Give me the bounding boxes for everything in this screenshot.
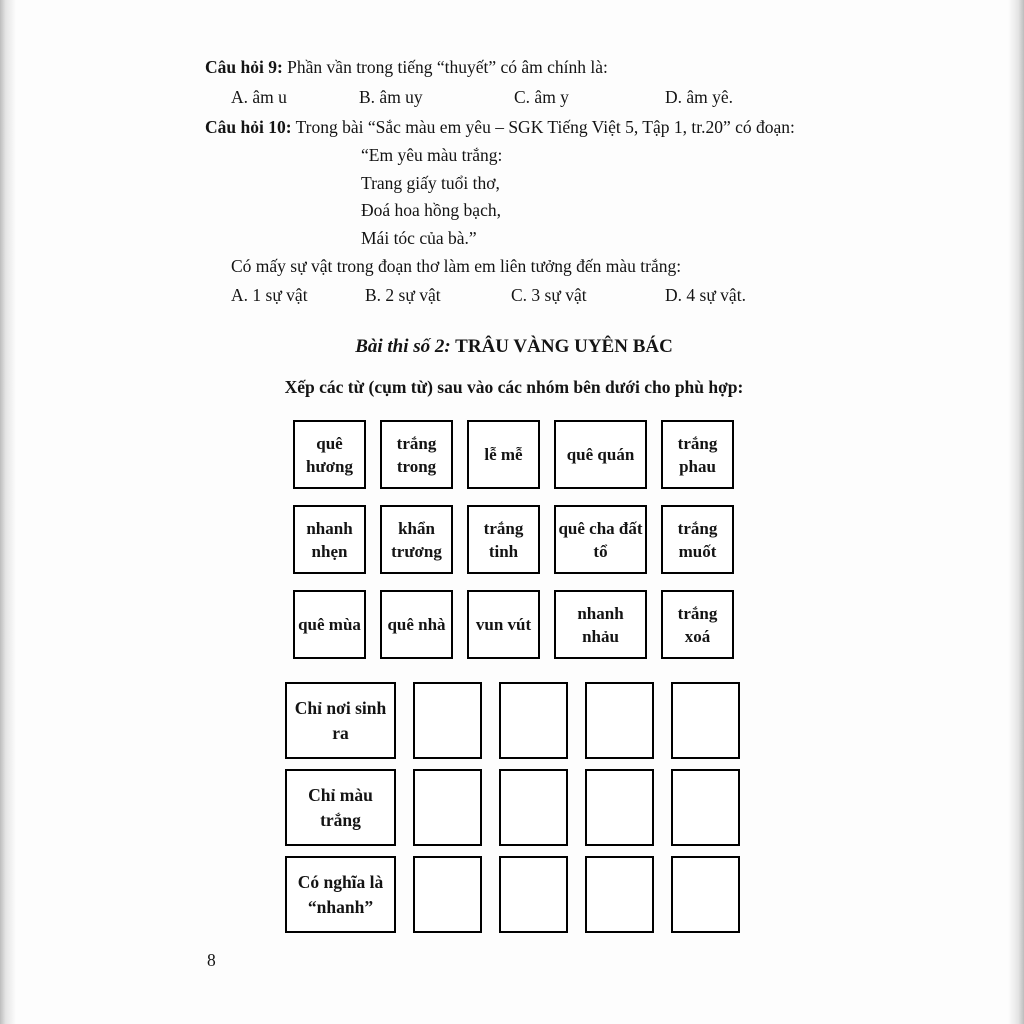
word-box: trắng tinh: [467, 505, 540, 574]
word-box: khẩn trương: [380, 505, 453, 574]
answer-grid: [285, 682, 823, 933]
question-10-label: Câu hỏi 10:: [205, 117, 292, 137]
word-grid: [293, 420, 823, 659]
question-10-options: [231, 280, 823, 310]
poem-line: Đoá hoa hồng bạch,: [361, 200, 501, 220]
word-box: quê quán: [554, 420, 647, 489]
answer-cell: [413, 682, 482, 759]
question-9-options: [231, 82, 823, 112]
section-instruction: Xếp các từ (cụm từ) sau vào các nhóm bên dưới cho phù hợp:: [284, 377, 744, 397]
word-box: quê mùa: [293, 590, 366, 659]
word-box: trắng muốt: [661, 505, 734, 574]
word-box: lễ mễ: [467, 420, 540, 489]
word-box: quê hương: [293, 420, 366, 489]
answer-cell: [499, 856, 568, 933]
category-label-box: Chỉ màu trắng: [285, 769, 396, 846]
question-10-prompt: Có mấy sự vật trong đoạn thơ làm em liên tưởng đến màu trắng:: [231, 256, 682, 276]
word-box: quê cha đất tổ: [554, 505, 647, 574]
answer-cell: [671, 682, 740, 759]
answer-cell: [585, 856, 654, 933]
answer-cell: [671, 856, 740, 933]
answer-cell: [413, 769, 482, 846]
poem-excerpt: [361, 142, 823, 252]
answer-grid-row: [285, 769, 823, 846]
answer-grid-row: [285, 856, 823, 933]
word-grid-row: [293, 505, 823, 574]
poem-line: Trang giấy tuổi thơ,: [361, 172, 500, 193]
answer-cell: [499, 769, 568, 846]
word-box: trắng trong: [380, 420, 453, 489]
scan-edge-right: [1008, 0, 1024, 1024]
word-box: nhanh nhẹn: [293, 505, 366, 574]
word-box: nhanh nhảu: [554, 590, 647, 659]
section-title: [205, 334, 823, 360]
question-9-text: Phần vần trong tiếng “thuyết” có âm chính là:: [287, 57, 608, 77]
question-9-option-c: C. âm y: [514, 87, 569, 107]
page-number: 8: [207, 950, 216, 970]
question-10-option-a: A. 1 sự vật: [231, 285, 308, 305]
word-box: quê nhà: [380, 590, 453, 659]
answer-cell: [585, 769, 654, 846]
section-title-main: TRÂU VÀNG UYÊN BÁC: [455, 336, 673, 357]
question-9: [205, 52, 823, 82]
answer-cell: [499, 682, 568, 759]
word-grid-row: [293, 590, 823, 659]
poem-line: “Em yêu màu trắng:: [361, 145, 503, 165]
word-grid-row: [293, 420, 823, 489]
answer-cell: [585, 682, 654, 759]
question-9-option-a: A. âm u: [231, 87, 287, 107]
question-10-text: Trong bài “Sắc màu em yêu – SGK Tiếng Việt 5, Tập 1, tr.20” có đoạn:: [295, 117, 795, 137]
question-10-option-d: D. 4 sự vật.: [665, 285, 746, 305]
page-content: [205, 52, 823, 943]
question-10-option-b: B. 2 sự vật: [365, 285, 441, 305]
section-title-prefix: Bài thi số 2:: [355, 336, 451, 357]
scan-edge-left: [0, 0, 16, 1024]
question-10-option-c: C. 3 sự vật: [511, 285, 587, 305]
answer-cell: [671, 769, 740, 846]
poem-line: Mái tóc của bà.”: [361, 227, 477, 248]
question-9-option-b: B. âm uy: [359, 87, 423, 107]
question-9-option-d: D. âm yê.: [665, 87, 734, 107]
answer-grid-row: [285, 682, 823, 759]
word-box: vun vút: [467, 590, 540, 659]
question-9-label: Câu hỏi 9:: [205, 57, 283, 77]
word-box: trắng xoá: [661, 590, 734, 659]
answer-cell: [413, 856, 482, 933]
question-10: [205, 112, 823, 142]
category-label-box: Có nghĩa là “nhanh”: [285, 856, 396, 933]
category-label-box: Chỉ nơi sinh ra: [285, 682, 396, 759]
word-box: trắng phau: [661, 420, 734, 489]
